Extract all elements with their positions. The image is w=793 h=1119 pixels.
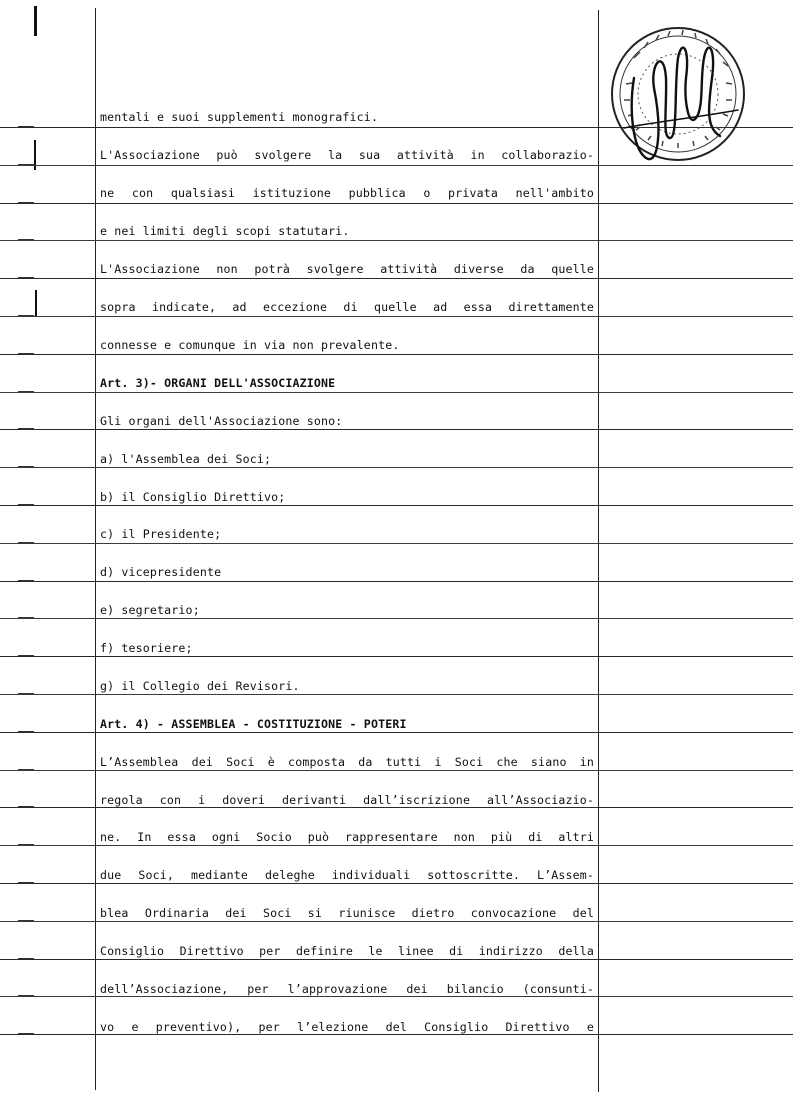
margin-tick xyxy=(18,126,34,127)
text-line-20: ne. In essa ogni Socio può rappresentare non più di altri xyxy=(100,830,594,844)
margin-tick xyxy=(18,353,34,354)
binding-mark xyxy=(35,290,37,316)
ruled-line xyxy=(0,1034,793,1035)
margin-tick xyxy=(18,315,34,316)
margin-tick xyxy=(18,504,34,505)
text-line-3: ne con qualsiasi istituzione pubblica o privata nell'ambito xyxy=(100,186,594,200)
text-line-1: mentali e suoi supplementi monografici. xyxy=(100,110,379,124)
article-4-heading: Art. 4) - ASSEMBLEA - COSTITUZIONE - POTERI xyxy=(100,717,407,731)
margin-tick xyxy=(18,202,34,203)
margin-tick xyxy=(18,731,34,732)
ruled-line xyxy=(0,581,793,582)
ruled-line xyxy=(0,203,793,204)
ruled-line xyxy=(0,618,793,619)
text-line-5: L'Associazione non potrà svolgere attività diverse da quelle xyxy=(100,262,594,276)
list-item-b: b) il Consiglio Direttivo; xyxy=(100,490,286,504)
ruled-line xyxy=(0,996,793,997)
margin-tick xyxy=(18,655,34,656)
ruled-line xyxy=(0,883,793,884)
text-line-4: e nei limiti degli scopi statutari. xyxy=(100,224,350,238)
text-line-2: L'Associazione può svolgere la sua attività in collaborazio- xyxy=(100,148,594,162)
text-line-19: regola con i doveri derivanti dall’iscrizione all’Associazio- xyxy=(100,793,594,807)
list-item-g: g) il Collegio dei Revisori. xyxy=(100,679,300,693)
list-item-e: e) segretario; xyxy=(100,603,200,617)
ruled-line xyxy=(0,505,793,506)
ruled-line xyxy=(0,845,793,846)
margin-tick xyxy=(18,580,34,581)
text-line-24: dell’Associazione, per l’approvazione dei bilancio (consunti- xyxy=(100,982,594,996)
ruled-line xyxy=(0,543,793,544)
text-line-6: sopra indicate, ad eccezione di quelle ad essa direttamente xyxy=(100,300,594,314)
notary-seal-icon xyxy=(604,18,750,168)
margin-tick xyxy=(18,466,34,467)
text-line-18: L’Assemblea dei Soci è composta da tutti i Soci che siano in xyxy=(100,755,594,769)
ruled-line xyxy=(0,467,793,468)
right-margin-line xyxy=(598,10,599,1092)
margin-tick xyxy=(18,769,34,770)
ruled-line xyxy=(0,921,793,922)
left-margin-line xyxy=(95,8,96,1090)
margin-tick xyxy=(18,920,34,921)
margin-tick xyxy=(18,995,34,996)
text-line-21: due Soci, mediante deleghe individuali sottoscritte. L’Assem- xyxy=(100,868,594,882)
signature-scribble-icon xyxy=(624,48,738,159)
list-item-c: c) il Presidente; xyxy=(100,527,222,541)
margin-tick xyxy=(18,391,34,392)
ruled-line xyxy=(0,392,793,393)
margin-tick xyxy=(18,617,34,618)
list-item-f: f) tesoriere; xyxy=(100,641,193,655)
text-line-7: connesse e comunque in via non prevalente. xyxy=(100,338,400,352)
margin-tick xyxy=(18,1033,34,1034)
ruled-line xyxy=(0,354,793,355)
margin-tick xyxy=(18,239,34,240)
ruled-line xyxy=(0,429,793,430)
ruled-line xyxy=(0,240,793,241)
article-3-heading: Art. 3)- ORGANI DELL'ASSOCIAZIONE xyxy=(100,376,336,390)
margin-tick xyxy=(18,958,34,959)
text-line-22: blea Ordinaria dei Soci si riunisce dietro convocazione del xyxy=(100,906,594,920)
ruled-line xyxy=(0,656,793,657)
margin-tick xyxy=(18,542,34,543)
ruled-line xyxy=(0,959,793,960)
list-item-d: d) vicepresidente xyxy=(100,565,222,579)
text-line-9: Gli organi dell'Associazione sono: xyxy=(100,414,343,428)
text-line-25: vo e preventivo), per l’elezione del Consiglio Direttivo e xyxy=(100,1020,594,1034)
margin-tick xyxy=(18,882,34,883)
binding-mark xyxy=(34,6,37,36)
ruled-line xyxy=(0,278,793,279)
text-line-23: Consiglio Direttivo per definire le linee di indirizzo della xyxy=(100,944,594,958)
margin-tick xyxy=(18,164,34,165)
ruled-line xyxy=(0,732,793,733)
margin-tick xyxy=(18,693,34,694)
margin-tick xyxy=(18,806,34,807)
margin-tick xyxy=(18,428,34,429)
ruled-line xyxy=(0,770,793,771)
ruled-line xyxy=(0,316,793,317)
list-item-a: a) l'Assemblea dei Soci; xyxy=(100,452,272,466)
ruled-line xyxy=(0,694,793,695)
margin-tick xyxy=(18,277,34,278)
ruled-line xyxy=(0,807,793,808)
margin-tick xyxy=(18,844,34,845)
